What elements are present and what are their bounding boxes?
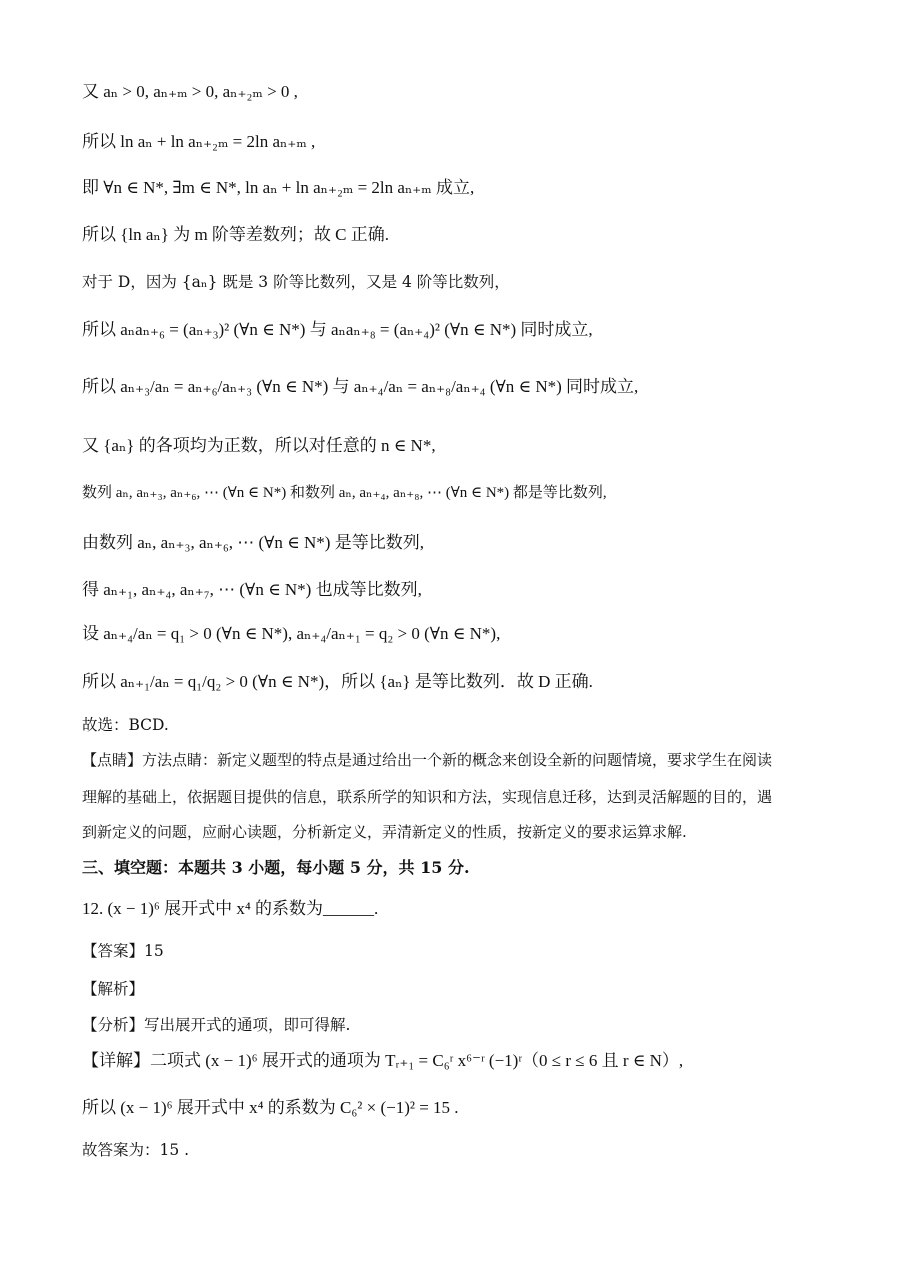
section-heading: 三、填空题：本题共 3 小题，每小题 5 分，共 15 分. <box>82 858 470 877</box>
text-line: 所以 ln aₙ + ln aₙ₊₂ₘ = 2ln aₙ₊ₘ , <box>82 132 316 151</box>
text-line: 故答案为：15 . <box>82 1141 190 1159</box>
text-line: 所以 aₙaₙ₊₆ = (aₙ₊₃)² (∀n ∈ N*) 与 aₙaₙ₊₈ = (aₙ₊₄)² (∀n ∈ N*) 同时成立, <box>82 320 593 339</box>
text-line: 即 ∀n ∈ N*, ∃m ∈ N*, ln aₙ + ln aₙ₊₂ₘ = 2ln aₙ₊ₘ 成立, <box>82 178 475 197</box>
text-line: 【详解】二项式 (x − 1)⁶ 展开式的通项为 Tᵣ₊₁ = C₆ʳ x⁶⁻ʳ (−1)ʳ（0 ≤ r ≤ 6 且 r ∈ N）, <box>82 1051 684 1070</box>
question-text: 12. (x − 1)⁶ 展开式中 x⁴ 的系数为______. <box>82 899 379 918</box>
text-line: 由数列 aₙ, aₙ₊₃, aₙ₊₆, ⋯ (∀n ∈ N*) 是等比数列, <box>82 533 424 552</box>
analysis-label: 【解析】 <box>82 980 145 998</box>
text-line: 数列 aₙ, aₙ₊₃, aₙ₊₆, ⋯ (∀n ∈ N*) 和数列 aₙ, aₙ₊₄, aₙ₊₈, ⋯ (∀n ∈ N*) 都是等比数列, <box>82 485 607 501</box>
text-line: 所以 {ln aₙ} 为 m 阶等差数列；故 C 正确. <box>82 225 390 244</box>
text-line: 得 aₙ₊₁, aₙ₊₄, aₙ₊₇, ⋯ (∀n ∈ N*) 也成等比数列, <box>82 580 422 599</box>
text-line: 理解的基础上，依据题目提供的信息，联系所学的知识和方法，实现信息迁移，达到灵活解题的目的，遇 <box>82 788 773 806</box>
text-line: 故选：BCD. <box>82 716 169 734</box>
text-line: 对于 D，因为 {aₙ} 既是 3 阶等比数列，又是 4 阶等比数列， <box>82 273 510 291</box>
text-line: 又 aₙ > 0, aₙ₊ₘ > 0, aₙ₊₂ₘ > 0 , <box>82 82 298 101</box>
text-line: 所以 aₙ₊₃/aₙ = aₙ₊₆/aₙ₊₃ (∀n ∈ N*) 与 aₙ₊₄/aₙ = aₙ₊₈/aₙ₊₄ (∀n ∈ N*) 同时成立, <box>82 377 639 396</box>
text-line: 所以 (x − 1)⁶ 展开式中 x⁴ 的系数为 C₆² × (−1)² = 15 . <box>82 1098 459 1117</box>
text-line: 又 {aₙ} 的各项均为正数，所以对任意的 n ∈ N*, <box>82 436 436 455</box>
text-line: 所以 aₙ₊₁/aₙ = q₁/q₂ > 0 (∀n ∈ N*)，所以 {aₙ} 是等比数列．故 D 正确. <box>82 672 593 691</box>
text-line: 设 aₙ₊₄/aₙ = q₁ > 0 (∀n ∈ N*), aₙ₊₄/aₙ₊₁ = q₂ > 0 (∀n ∈ N*), <box>82 624 501 643</box>
text-line: 到新定义的问题，应耐心读题，分析新定义，弄清新定义的性质，按新定义的要求运算求解. <box>82 823 687 841</box>
text-line: 【分析】写出展开式的通项，即可得解. <box>82 1016 351 1034</box>
text-line: 【点睛】方法点睛：新定义题型的特点是通过给出一个新的概念来创设全新的问题情境，要求学生在阅读 <box>82 751 773 769</box>
answer-label: 【答案】15 <box>82 942 164 960</box>
